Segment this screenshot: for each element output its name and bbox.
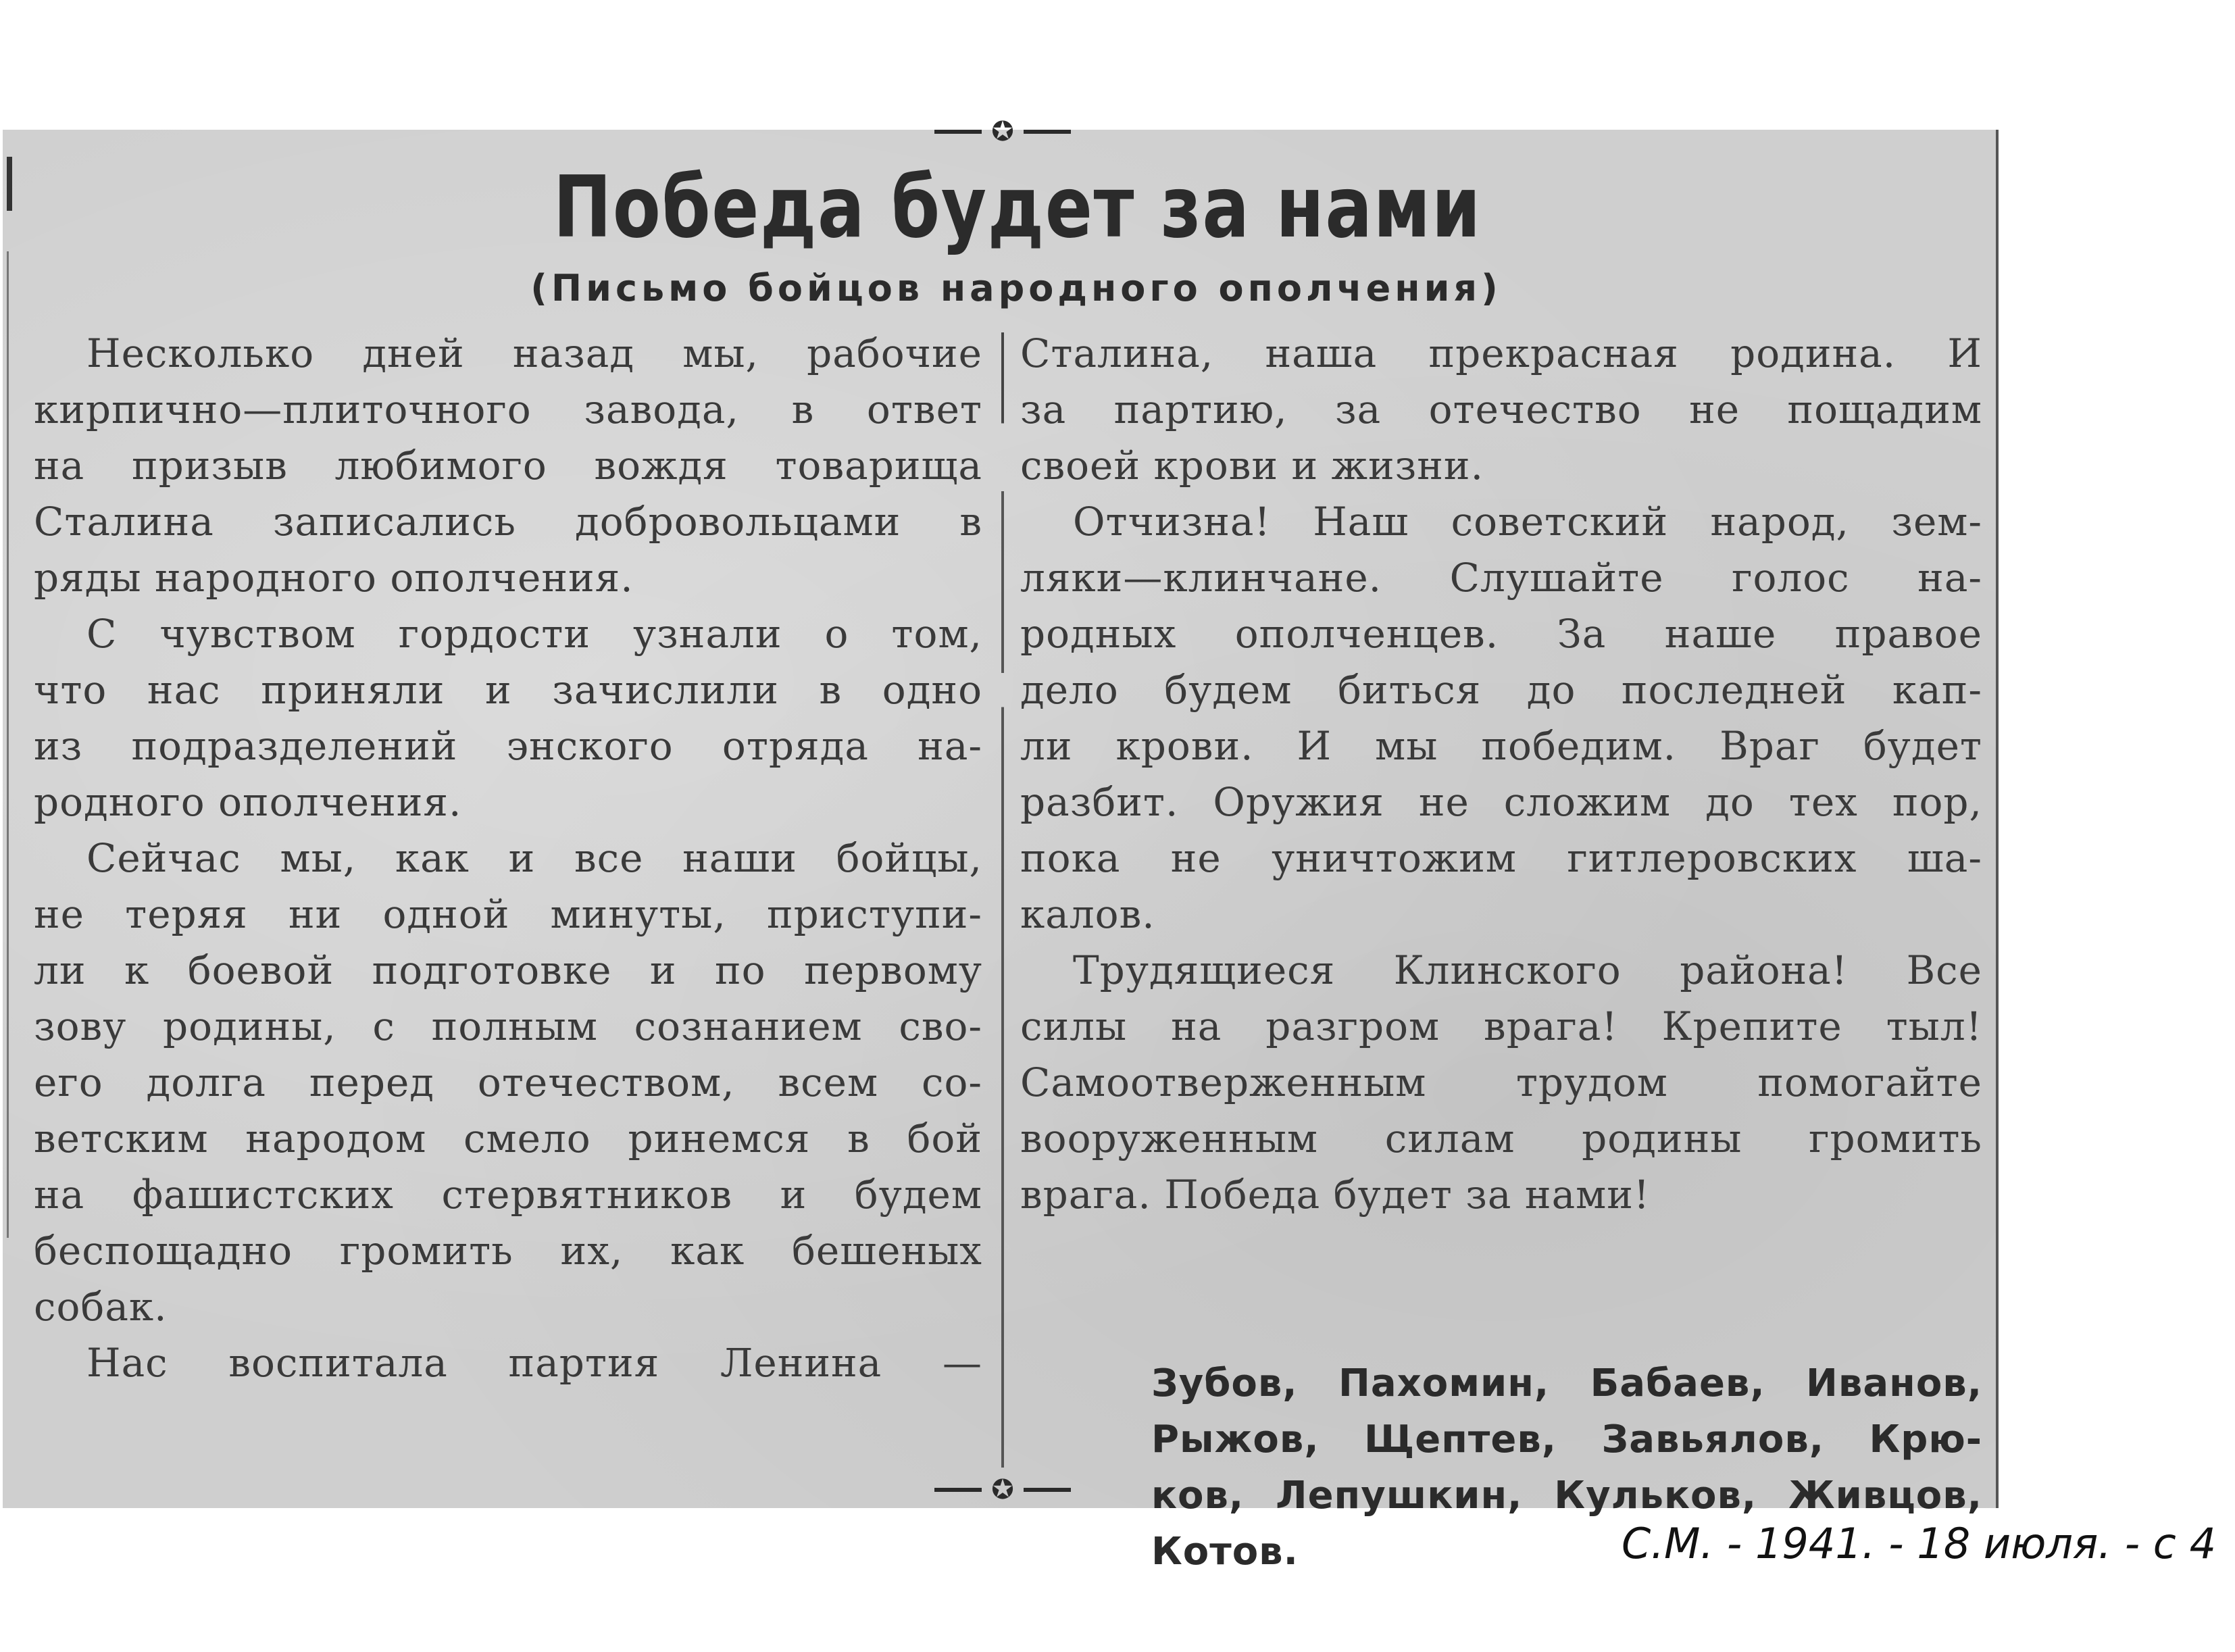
text-line: родных ополченцев. За наше правое — [1020, 611, 1982, 657]
text-line: С чувством гордости узнали о том, — [86, 611, 982, 657]
text-line: Самоотверженным трудом помогайте — [1020, 1059, 1982, 1105]
article-headline: Победа будет за нами — [553, 157, 1482, 257]
text-line: ли к боевой подготовке и по первому — [34, 947, 982, 993]
text-line: разбит. Оружия не сложим до тех пор, — [1020, 779, 1982, 825]
text-line: кирпично—плиточного завода, в ответ — [34, 386, 982, 432]
text-line: Трудящиеся Клинского района! Все — [1073, 947, 1982, 993]
text-line: калов. — [1020, 891, 1155, 937]
left-text-column — [34, 326, 982, 1391]
text-line: врага. Победа будет за нами! — [1020, 1172, 1651, 1218]
text-line: Отчизна! Наш советский народ, зем- — [1073, 499, 1982, 545]
column-divider — [1001, 332, 1004, 1468]
text-line: его долга перед отечеством, всем со- — [34, 1059, 982, 1105]
top-ornament — [901, 116, 1104, 147]
text-line: на призыв любимого вождя товарища — [34, 443, 982, 489]
text-line: Зубов, Пахомин, Бабаев, Иванов, — [1151, 1361, 1982, 1405]
text-line: Сталина, наша прекрасная родина. И — [1020, 330, 1982, 376]
text-line: за партию, за отечество не пощадим — [1020, 386, 1982, 432]
text-line: Сейчас мы, как и все наши бойцы, — [86, 835, 982, 881]
text-line: родного ополчения. — [34, 779, 462, 825]
text-line: вооруженным силам родины громить — [1020, 1116, 1982, 1161]
scan-edge-mark — [7, 157, 12, 211]
text-line: Котов. — [1151, 1530, 1299, 1574]
ornament-dash — [1024, 130, 1071, 134]
text-line: ветским народом смело ринемся в бой — [34, 1116, 982, 1161]
text-line: силы на разгром врага! Крепите тыл! — [1020, 1003, 1982, 1049]
text-line: ряды народного ополчения. — [34, 555, 634, 601]
text-line: Несколько дней назад мы, рабочие — [86, 330, 982, 376]
text-line: Нас воспитала партия Ленина — — [86, 1340, 982, 1386]
text-line: что нас приняли и зачислили в одно — [34, 667, 982, 713]
text-line: из подразделений энского отряда на- — [34, 723, 982, 769]
text-line: пока не уничтожим гитлеровских ша- — [1020, 835, 1982, 881]
text-line: ляки—клинчане. Слушайте голос на- — [1020, 555, 1982, 601]
text-line: Рыжов, Щептев, Завьялов, Крю- — [1151, 1418, 1982, 1461]
text-line: беспощадно громить их, как бешеных — [34, 1228, 982, 1274]
star-icon: ✪ — [991, 116, 1014, 147]
star-icon: ✪ — [991, 1474, 1014, 1505]
text-line: ков, Лепушкин, Кульков, Живцов, — [1151, 1474, 1982, 1518]
handwritten-source-note: С.М. - 1941. - 18 июля. - с 4 — [1622, 1519, 2217, 1568]
text-line: собак. — [34, 1284, 168, 1330]
text-line: своей крови и жизни. — [1020, 443, 1484, 489]
text-line: Сталина записались добровольцами в — [34, 499, 982, 545]
text-line: ли крови. И мы победим. Враг будет — [1020, 723, 1982, 769]
ornament-dash — [934, 130, 982, 134]
text-line: дело будем биться до последней кап- — [1020, 667, 1982, 713]
text-line: на фашистских стервятников и будем — [34, 1172, 982, 1218]
text-line: зову родины, с полным сознанием сво- — [34, 1003, 982, 1049]
bottom-ornament — [901, 1474, 1104, 1505]
text-line: не теряя ни одной минуты, приступи- — [34, 891, 982, 937]
right-text-column — [1020, 326, 1982, 1223]
ornament-dash — [934, 1488, 982, 1492]
article-subheadline: (Письмо бойцов народного ополчения) — [530, 267, 1502, 309]
ornament-dash — [1024, 1488, 1071, 1492]
scan-edge-line — [7, 251, 9, 1238]
